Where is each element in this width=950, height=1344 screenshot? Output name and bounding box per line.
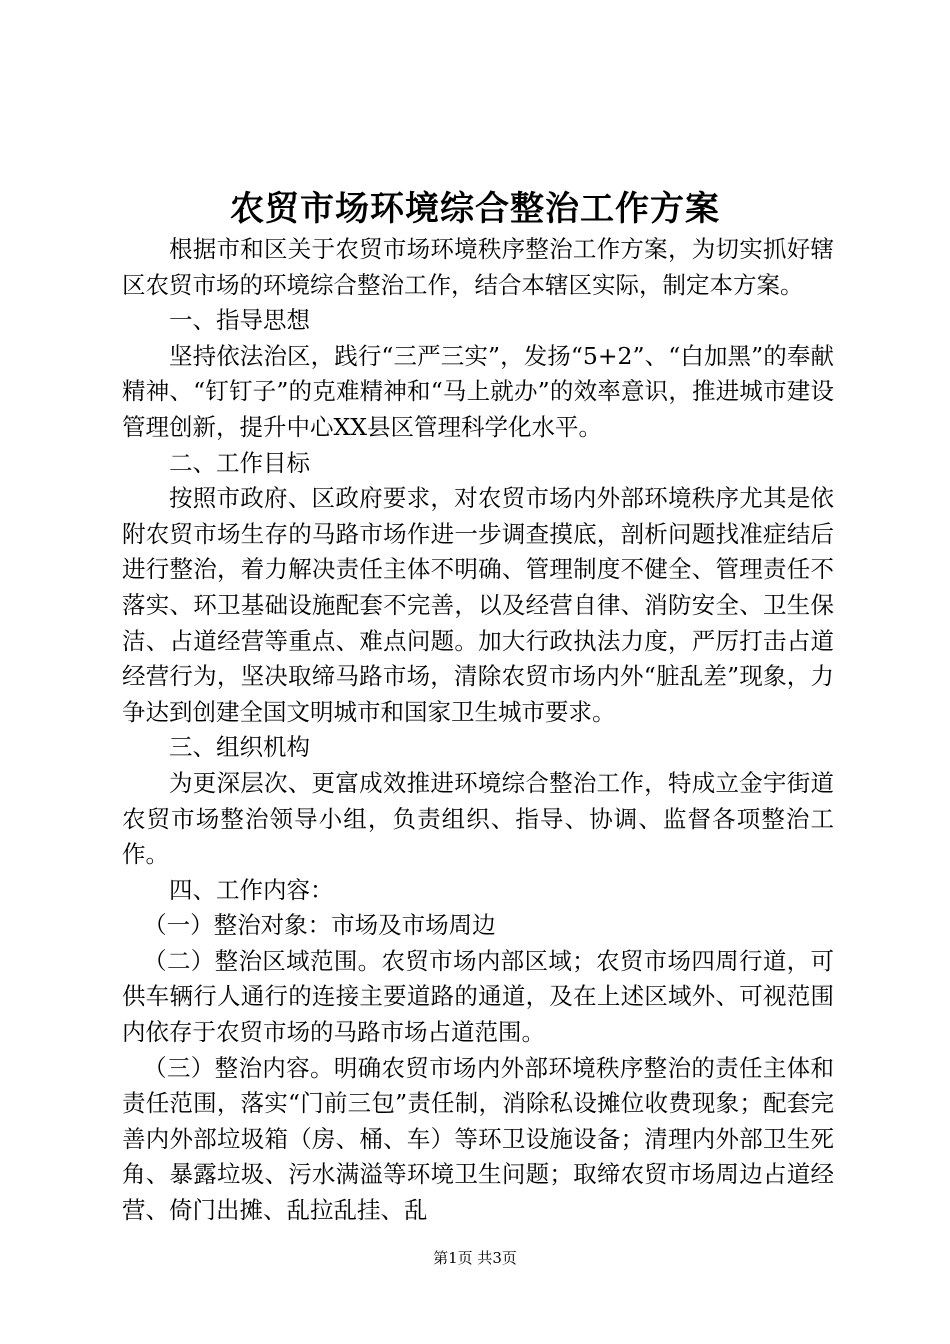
page-number-footer: 第1页 共3页 bbox=[433, 1249, 517, 1267]
heading-work-content: 四、工作内容： bbox=[169, 875, 334, 904]
heading-work-goals: 二、工作目标 bbox=[169, 448, 310, 477]
heading-guiding-ideology: 一、指导思想 bbox=[169, 306, 310, 335]
paragraph-target: （一）整治对象：市场及市场周边 bbox=[143, 911, 496, 940]
document-title: 农贸市场环境综合整治工作方案 bbox=[230, 189, 720, 229]
paragraph-content: （三）整治内容。明确农贸市场内外部环境秩序整治的责任主体和责任范围，落实“门前三包”责任制，消除私设摊位收费现象；配套完善内外部垃圾箱（房、桶、车）等环卫设施设备；清理内外部卫生死角、暴露垃圾、污水满溢等环境卫生问题；取缔农贸市场周边占道经营、倚门出摊、乱拉乱挂、乱 bbox=[122, 1053, 834, 1225]
paragraph-organization: 为更深层次、更富成效推进环境综合整治工作，特成立金宇街道农贸市场整治领导小组，负责组织、指导、协调、监督各项整治工作。 bbox=[122, 768, 834, 869]
document-body bbox=[122, 232, 834, 1229]
paragraph-guiding-ideology: 坚持依法治区，践行“三严三实”，发扬“5+2”、“白加黑”的奉献精神、“钉钉子”的克难精神和“马上就办”的效率意识，推进城市建设管理创新，提升中心XX县区管理科学化水平。 bbox=[122, 341, 834, 441]
paragraph-scope: （二）整治区域范围。农贸市场内部区域；农贸市场四周行道，可供车辆行人通行的连接主要道路的通道，及在上述区域外、可视范围内依存于农贸市场的马路市场占道范围。 bbox=[122, 946, 834, 1047]
heading-organization: 三、组织机构 bbox=[169, 733, 310, 762]
paragraph-work-goals: 按照市政府、区政府要求，对农贸市场内外部环境秩序尤其是依附农贸市场生存的马路市场作进一步调查摸底，剖析问题找准症结后进行整治，着力解决责任主体不明确、管理制度不健全、管理责任不落实、环卫基础设施配套不完善，以及经营自律、消防安全、卫生保洁、占道经营等重点、难点问题。加大行政执法力度，严厉打击占道经营行为，坚决取缔马路市场，清除农贸市场内外“脏乱差”现象，力争达到创建全国文明城市和国家卫生城市要求。 bbox=[122, 484, 834, 726]
paragraph-intro: 根据市和区关于农贸市场环境秩序整治工作方案，为切实抓好辖区农贸市场的环境综合整治工作，结合本辖区实际，制定本方案。 bbox=[122, 235, 834, 299]
